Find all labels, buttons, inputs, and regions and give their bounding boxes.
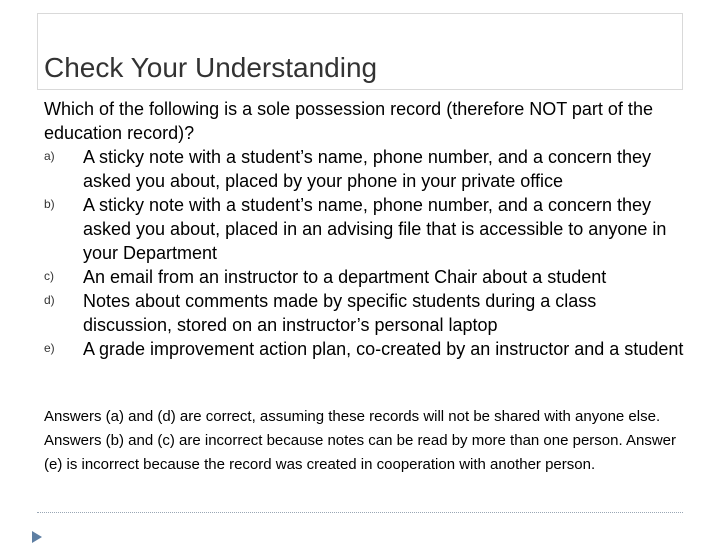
slide-body bbox=[44, 97, 684, 361]
option-text: An email from an instructor to a department Chair about a student bbox=[83, 267, 607, 287]
option-e bbox=[44, 337, 684, 361]
option-letter: b) bbox=[44, 197, 55, 211]
option-a bbox=[44, 145, 684, 193]
option-c bbox=[44, 265, 684, 289]
option-letter: a) bbox=[44, 149, 55, 163]
play-arrow-icon[interactable] bbox=[32, 531, 42, 543]
option-text: A grade improvement action plan, co-created by an instructor and a student bbox=[83, 339, 684, 359]
question-text: Which of the following is a sole possession record (therefore NOT part of the education record)? bbox=[44, 99, 653, 143]
option-letter: d) bbox=[44, 293, 55, 307]
option-text: Notes about comments made by specific students during a class discussion, stored on an instructor’s personal laptop bbox=[83, 291, 597, 335]
bottom-divider bbox=[37, 512, 683, 513]
option-d bbox=[44, 289, 684, 337]
answer-explanation: Answers (a) and (d) are correct, assuming these records will not be shared with anyone else. Answers (b) and (c) are incorrect because notes can be read by more than one person. Answer (e) is incorrect because the record was created in cooperation with another person. bbox=[44, 408, 676, 473]
option-text: A sticky note with a student’s name, phone number, and a concern they asked you about, placed in an advising file that is accessible to anyone in your Department bbox=[83, 195, 667, 263]
slide-title: Check Your Understanding bbox=[44, 52, 378, 83]
option-letter: e) bbox=[44, 341, 55, 355]
option-letter: c) bbox=[44, 269, 54, 283]
options-list bbox=[44, 145, 684, 361]
option-text: A sticky note with a student’s name, phone number, and a concern they asked you about, placed by your phone in your private office bbox=[83, 147, 652, 191]
option-b bbox=[44, 193, 684, 265]
